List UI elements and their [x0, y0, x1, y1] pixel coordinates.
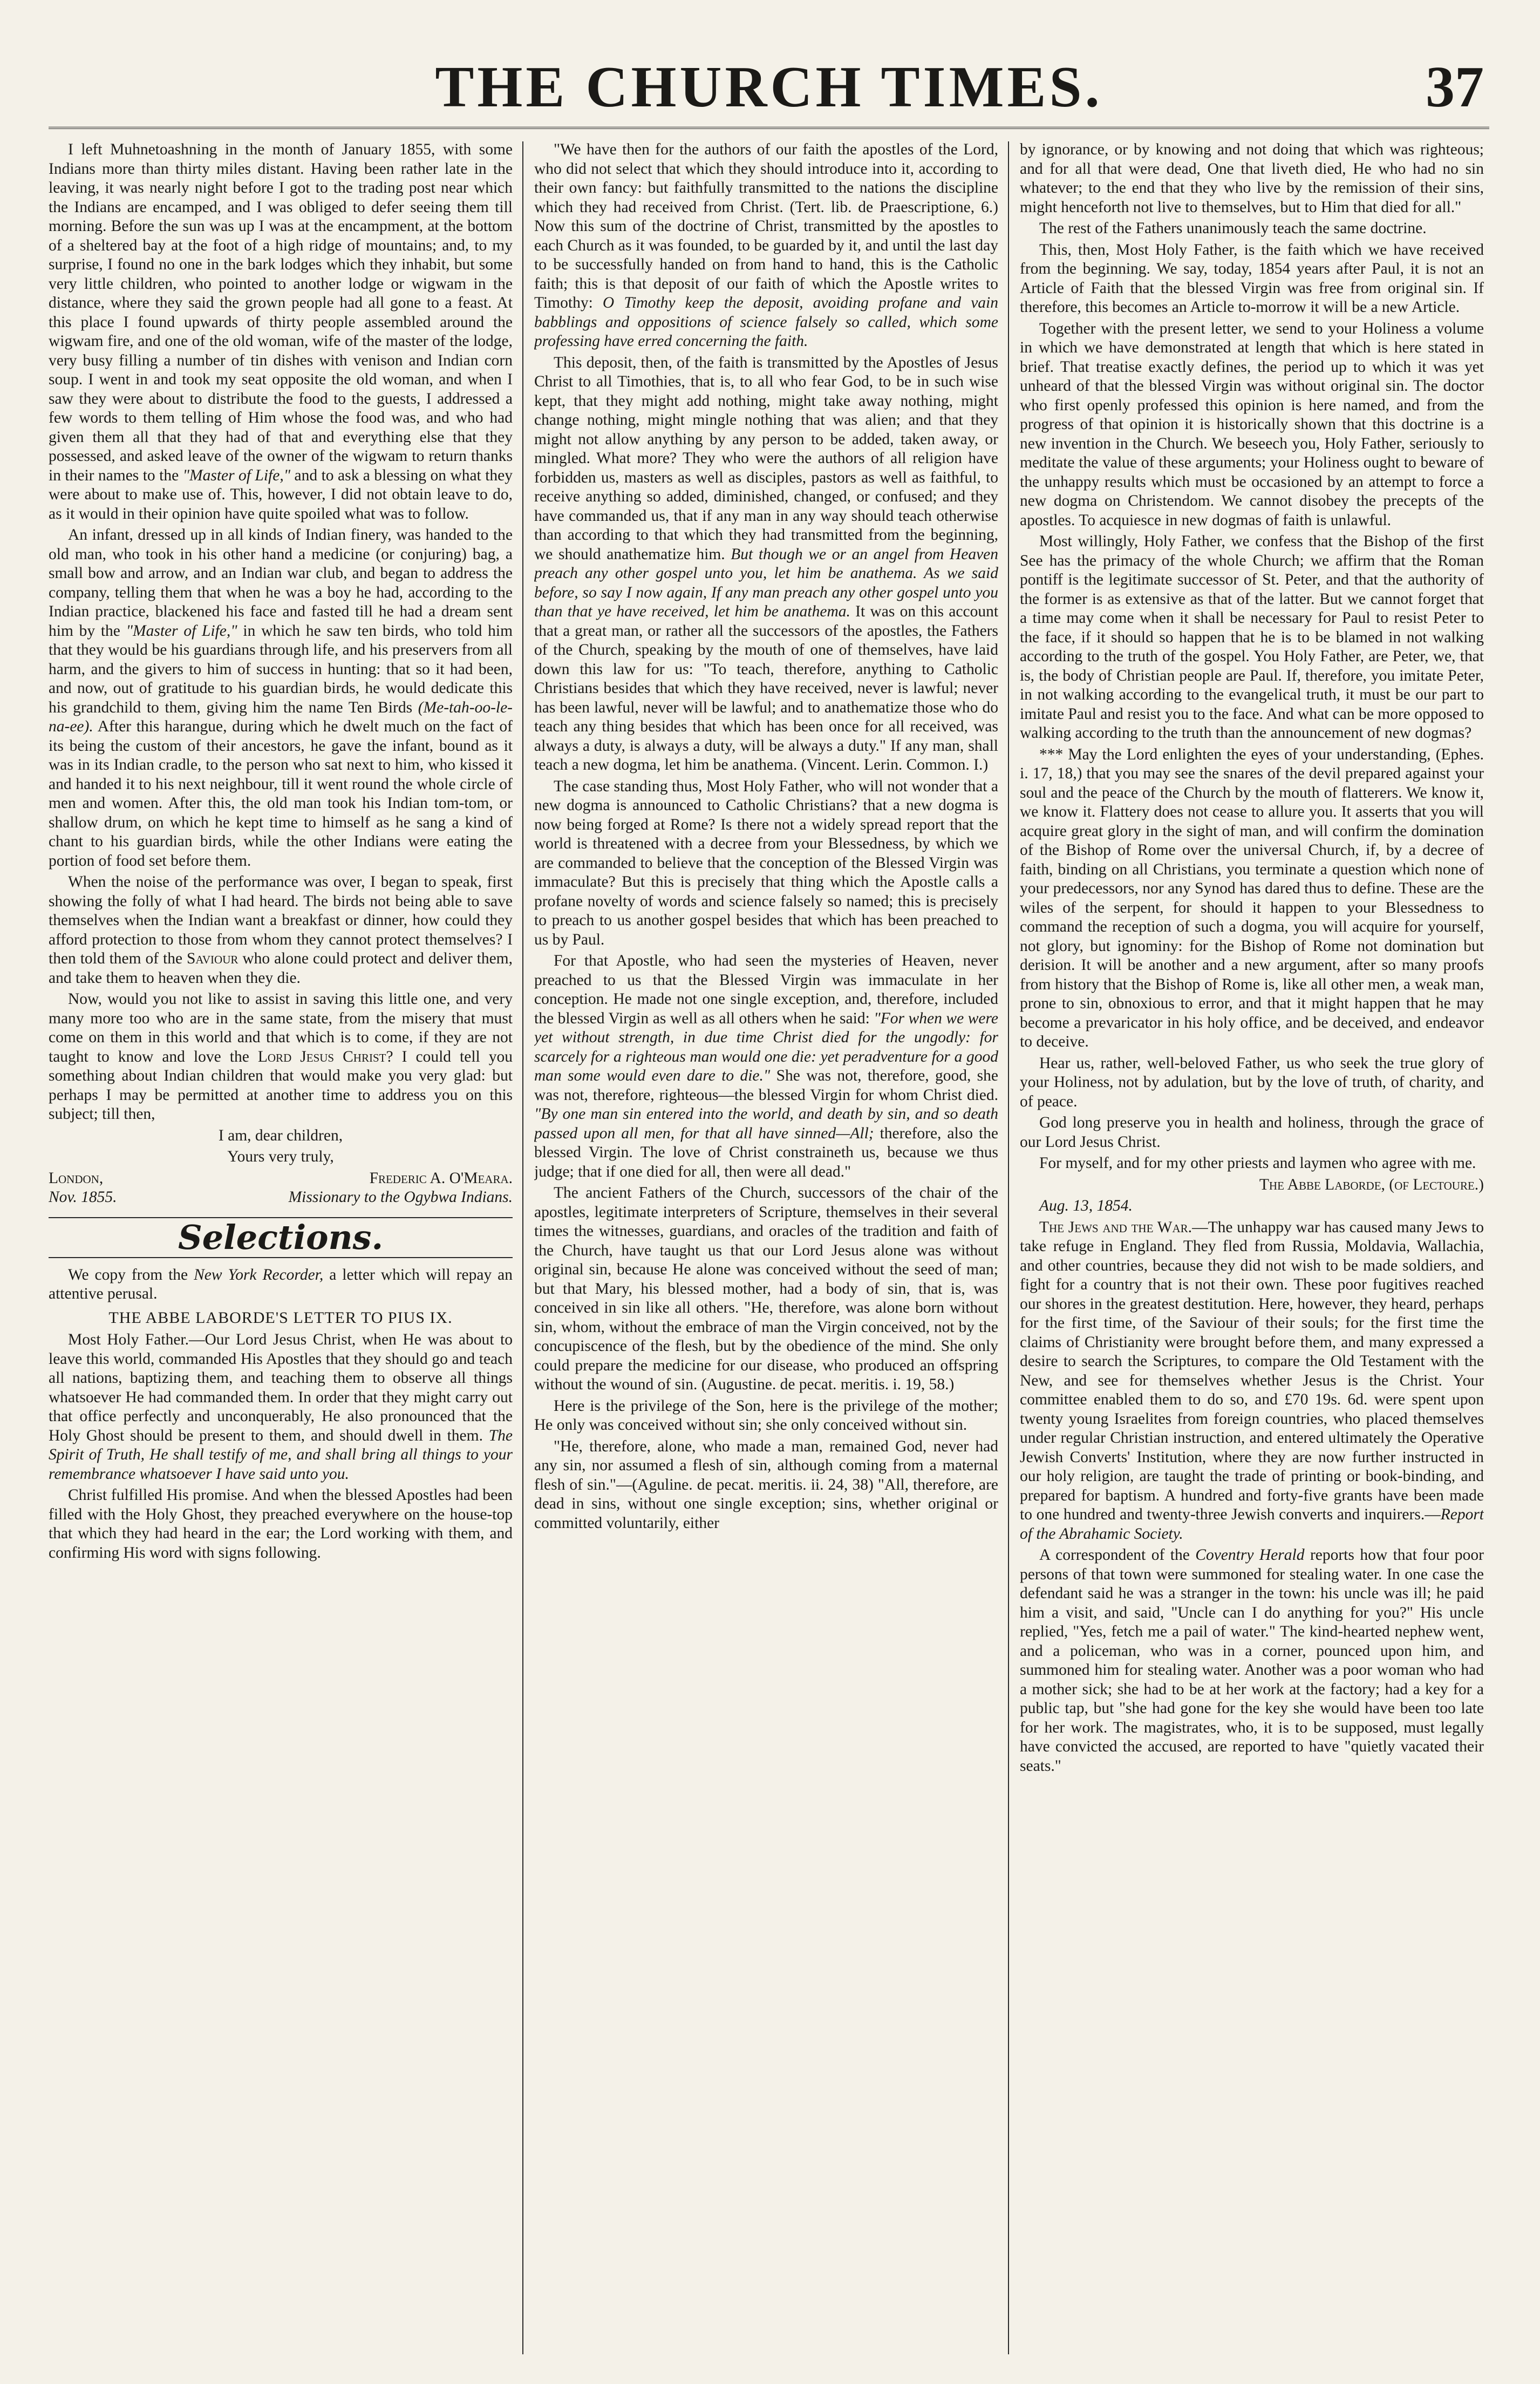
- article-paragraph: The rest of the Fathers unanimously teach the same doctrine.: [1039, 220, 1427, 237]
- article-title: THE ABBE LABORDE'S LETTER TO PIUS IX.: [108, 1308, 453, 1327]
- article-paragraph: This deposit, then, of the faith is transmitted by the Apostles of Jesus Christ to all Timothies, that is, to all who fear God, to be in such wise kept, that they might add nothing, might take away nothing, might change nothing, might mingle nothing that was alien; and that they might not allow anything by any person to be added, taken away, or mingled. What more? They who were the authors of all religion have forbidden us, masters as well as disciples, pastors as well as faithful, to receive anything so added, diminished, changed, or confused; and they have commanded us, that if any man in any way should teach otherwise than according to that which they had transmitted from the beginning, we should anathematize him. But though we or an angel from Heaven preach any other gospel unto you, let him be anathema. As we said before, so say I now again, If any man preach any other gospel unto you than that ye have received, let him be anathema. It was on this account that a great man, or rather all the successors of the apostles, the Fathers of the Church, speaking by the mouth of one of themselves, have laid down this law for us: "To teach, therefore, anything to Catholic Christians besides that which they have received, never is lawful; never has been lawful, never will be lawful; and to anathematize those who do teach any thing besides that which has been once for all received, was always a duty, is always a duty, will be always a duty." If any man, shall teach a new dogma, let him be anathema. (Vincent. Lerin. Common. I.): [534, 354, 998, 773]
- news-item: A correspondent of the Coventry Herald reports how that four poor persons of that town were summoned for stealing water. In one case the defendant said he was a stranger in the town: his uncle was ill; he paid him a visit, and said, "Uncle can I do anything for you?" His uncle replied, "Yes, fetch me a pail of water." The kind-hearted nephew went, and a policeman, who was in a corner, pounced upon him, and summoned him for stealing water. Another was a poor woman who had a mother sick; she had to be at her work at the factory; had a key for a public tap, but "she had gone for the key she would have been too late for her work. The magistrates, who, it is to be supposed, must legally have convicted the accused, are reported to have "quietly vacated their seats.": [1020, 1546, 1484, 1775]
- column-rule-1: [522, 141, 523, 2354]
- article-paragraph: God long preserve you in health and holiness, through the grace of our Lord Jesus Christ.: [1020, 1114, 1484, 1151]
- article-paragraph: This, then, Most Holy Father, is the faith which we have received from the beginning. We say, today, 1854 years after Paul, it is not an Article of Faith that the blessed Virgin was free from original sin. If therefore, this becomes an Article to-morrow it will be a new Article.: [1020, 241, 1484, 316]
- article-signature: The Abbe Laborde, (of Lectoure.): [1259, 1176, 1484, 1193]
- letter-signature-detail: Nov. 1855. Missionary to the Ogybwa Indians.: [49, 1188, 513, 1206]
- page-number: 37: [1426, 55, 1484, 119]
- masthead: [49, 32, 1489, 129]
- article-paragraph: Christ fulfilled His promise. And when the blessed Apostles had been filled with the Holy Ghost, they preached everywhere on the house-top that which they had heard in the ear; the Lord working with them, and confirming His word with signs following.: [49, 1486, 513, 1561]
- article-paragraph: by ignorance, or by knowing and not doing that which was righteous; and for all that were dead, One that liveth died, He who had no sin whatever; to the end that they who live by the remission of their sins, might henceforth not live to themselves, but to Him that died for all.": [1020, 141, 1484, 216]
- article-paragraph: For myself, and for my other priests and laymen who agree with me.: [1039, 1154, 1476, 1172]
- letter-paragraph: When the noise of the performance was over, I began to speak, first showing the folly of what I had heard. The birds not being able to save themselves when the Indian want a breakfast or dinner, how could they afford protection to those from whom they cannot protect themselves? I then told them of the Saviour who alone could protect and deliver them, and take them to heaven when they die.: [49, 873, 513, 987]
- article-date: Aug. 13, 1854.: [1039, 1197, 1133, 1214]
- article-paragraph: Most Holy Father.—Our Lord Jesus Christ, when He was about to leave this world, commanded His Apostles that they should go and teach all nations, baptizing them, and teaching them to observe all things whatsoever He had commanded them. In order that they might carry out that office perfectly and unconquerably, He also pronounced that the Holy Ghost should be present to them, and should dwell in them. The Spirit of Truth, He shall testify of me, and shall bring all things to your remembrance whatsoever I have said unto you.: [49, 1331, 513, 1483]
- letter-paragraph: I left Muhnetoashning in the month of January 1855, with some Indians more than thirty miles distant. Having been rather late in the leaving, it was nearly night before I got to the trading post near which the Indians are encamped, and I was obliged to defer seeing them till morning. Before the sun was up I was at the encampment, at the bottom of a sheltered bay at the foot of a high ridge of mountains; and, to my surprise, I found no one in the bark lodges which they inhabit, but some very little children, who pointed to another lodge or wigwam in the distance, where they said the grown people had all gone to a feast. At this place I found upwards of thirty people assembled around the wigwam fire, and one of the old woman, wife of the master of the lodge, very busy filling a number of tin dishes with venison and Indian corn soup. I went in and took my seat opposite the old woman, and when I saw they were about to distribute the food to the guests, I addressed a few words to them telling of Him whose the food was, and who had given them all that they had of that and everything else that they possessed, and asked leave of the owner of the wigwam to return thanks in their names to the "Master of Life," and to ask a blessing on what they were about to make use of. This, however, I did not obtain leave to do, as it would in their opinion have quite spoiled what was to follow.: [49, 141, 513, 522]
- article-paragraph: "We have then for the authors of our faith the apostles of the Lord, who did not select that which they should introduce into it, according to their own fancy: but faithfully transmitted to the nations the discipline which they had received from Christ. (Tert. lib. de Praescriptione, 6.) Now this sum of the doctrine of Christ, transmitted by the apostles to each Church as it was founded, to be guarded by it, and until the last day to be successfully handed on from hand to hand, this is the Catholic faith; this is that deposit of our faith of which the Apostle writes to Timothy: O Timothy keep the deposit, avoiding profane and vain babblings and oppositions of science falsely so called, which some professing have erred concerning the faith.: [534, 141, 998, 350]
- section-heading: Selections.: [49, 1217, 513, 1258]
- article-paragraph: The case standing thus, Most Holy Father, who will not wonder that a new dogma is announced to Catholic Christians? that a new dogma is now being forged at Rome? Is there not a widely spread report that the world is threatened with a decree from your Blessedness, by which we are commanded to believe that the conception of the Blessed Virgin was immaculate? But this is precisely that thing which the Apostle calls a profane novelty of words and science falsely so named; this is precisely to preach to us another gospel besides that which has been preached to us by Paul.: [534, 777, 998, 948]
- article-paragraph: Together with the present letter, we send to your Holiness a volume in which we have demonstrated at length that which is here stated in brief. That treatise exactly defines, the period up to which it was yet unheard of that the blessed Virgin was without original sin. The doctor who first openly professed this opinion is here named, and from the progress of that opinion it is historically shown that this doctrine is a new invention in the Church. We beseech you, Holy Father, seriously to meditate the value of these arguments; your Holiness ought to beware of the unhappy results which must be occasioned by an attempt to force a new dogma on Christendom. We cannot disobey the precepts of the apostles. To acquiesce in new dogmas of faith is unlawful.: [1020, 320, 1484, 529]
- newspaper-title: THE CHURCH TIMES.: [435, 55, 1103, 119]
- article-paragraph: The ancient Fathers of the Church, successors of the chair of the apostles, legitimate interpreters of Scripture, themselves in their several times the witnesses, guardians, and oracles of the tradition and faith of the Church, have taught us that our Lord Jesus alone was without original sin, because He alone was conceived without the seed of man; but that Mary, his blessed mother, had a body of sin, that is, was conceived in sin like all others. "He, therefore, was alone born without sin, whom, without the embrace of man the Virgin conceived, not by the concupiscence of the flesh, but by the obedience of the mind. She only could prepare the medicine for our disease, who produced an offspring without the wound of sin. (Augustine. de pecat. meritis. i. 19, 58.): [534, 1184, 998, 1393]
- column-1: [49, 140, 513, 2359]
- column-3: [1020, 140, 1484, 2359]
- article-paragraph: "He, therefore, alone, who made a man, remained God, never had any sin, nor assumed a flesh of sin, although coming from a maternal flesh of sin."—(Aguline. de pecat. meritis. ii. 24, 38) "All, therefore, are dead in sins, without one single exception; sins, whether original or committed voluntarily, either: [534, 1437, 998, 1532]
- letter-closing: I am, dear children,: [218, 1126, 343, 1144]
- intro-paragraph: We copy from the New York Recorder, a letter which will repay an attentive perusal.: [49, 1266, 513, 1302]
- letter-closing: Yours very truly,: [227, 1148, 334, 1165]
- letter-paragraph: Now, would you not like to assist in saving this little one, and very many more too who are in the same state, from the misery that must come on them in this world and that which is to come, if they are not taught to know and love the Lord Jesus Christ? I could tell you something about Indian children that would make you very glad: but perhaps I may be permitted at another time to address you on this subject; till then,: [49, 990, 513, 1123]
- article-paragraph: For that Apostle, who had seen the mysteries of Heaven, never preached to us that the Blessed Virgin was immaculate in her conception. He made not one single exception, and, therefore, included the blessed Virgin as well as all others when he said: "For when we were yet without strength, in due time Christ died for the ungodly: for scarcely for a righteous man would one die: yet peradventure for a good man some would even dare to die." She was not, therefore, good, she was not, therefore, righteous—the blessed Virgin for whom Christ died. "By one man sin entered into the world, and death by sin, and so death passed upon all men, for that all have sinned—All; therefore, also the blessed Virgin. The love of Christ constraineth us, because we thus judge; that if one died for all, then were all dead.": [534, 952, 998, 1180]
- article-paragraph: Here is the privilege of the Son, here is the privilege of the mother; He only was conceived without sin; she only conceived without sin.: [534, 1397, 998, 1434]
- news-item: The Jews and the War.—The unhappy war has caused many Jews to take refuge in England. They fled from Russia, Moldavia, Wallachia, and other countries, because they did not wish to be made soldiers, and fight for a country that is not their own. These poor fugitives reached our shores in the greatest destitution. Here, however, they heard, perhaps for the first time, of the Saviour of their souls; for the first time the claims of Christianity were brought before them, and many expressed a desire to search the Scriptures, to compare the Old Testament with the New, and see for themselves whether Jesus is the Christ. Your committee enabled them to do so, and £70 19s. 6d. were spent upon twenty young Israelites from foreign countries, who placed themselves under regular Christian instruction, and entered ultimately the Operative Jewish Converts' Institution, where they are now further instructed in our holy religion, are taught the trade of printing or book-binding, and prepared for baptism. A hundred and forty-five grants have been made to one hundred and twenty-three Jewish converts and inquirers.—Report of the Abrahamic Society.: [1020, 1218, 1484, 1543]
- letter-signature: London, Frederic A. O'Meara.: [49, 1169, 513, 1187]
- column-2: [534, 140, 998, 2359]
- article-paragraph: Hear us, rather, well-beloved Father, us who seek the true glory of your Holiness, not by adulation, but by the love of truth, of charity, and of peace.: [1020, 1054, 1484, 1110]
- article-paragraph: Most willingly, Holy Father, we confess that the Bishop of the first See has the primacy of the whole Church; we affirm that the Roman pontiff is the legitimate successor of St. Peter, and that the authority of the former is as extensive as that of the latter. But we cannot forget that a time may come when it shall be necessary for Paul to resist Peter to the face, if it should so happen that he is to be blamed in not walking according to the truth of the gospel. You Holy Father, are Peter, we, that is, the body of Christian people are Paul. If, therefore, you imitate Peter, in not walking according to the evangelical truth, it must be our part to imitate Paul and resist you to the face. And what can be more opposed to walking according to the truth than the announcement of new dogmas?: [1020, 533, 1484, 742]
- article-paragraph: *** May the Lord enlighten the eyes of your understanding, (Ephes. i. 17, 18,) that you may see the snares of the devil prepared against your soul and the peace of the Church by the mouth of flatterers. We know it, we know it. Flattery does not cease to allure you. It asserts that you will acquire great glory in the sight of man, and will confirm the domination of the Bishop of Rome over the universal Church, if, by a decree of faith, binding on all Christians, you terminate a question which none of your predecessors, nor any Synod has dared thus to define. These are the wiles of the serpent, for should it happen to your Blessedness to command the reception of such a dogma, you will acquire for yourself, not glory, but ignominy: for the Bishop of Rome not domination but derision. It will be another and a new argument, after so many proofs from history that the Bishop of Rome is, like all other men, a weak man, prone to sin, obnoxious to error, and that it might happen that he may become a prevaricator in his holy office, and be deceived, and endeavor to deceive.: [1020, 745, 1484, 1050]
- column-rule-2: [1008, 141, 1009, 2354]
- letter-paragraph: An infant, dressed up in all kinds of Indian finery, was handed to the old man, who took in his other hand a medicine (or conjuring) bag, a small bow and arrow, and an Indian war club, and began to address the company, telling them that when he was a boy he had, according to the Indian practice, blackened his face and fasted till he had a dream sent him by the "Master of Life," in which he saw ten birds, who told him that they would be his guardians through life, and his preservers from all harm, and the givers to him of success in hunting: that so it had been, and now, out of gratitude to his guardian birds, he would dedicate this his grandchild to them, giving him the name Ten Birds (Me-tah-oo-le-na-ee). After this harangue, during which he dwelt much on the fact of its being the custom of their ancestors, he gave the infant, bound as it was in its Indian cradle, to the person who sat next to him, who kissed it and handed it to his next neighbour, till it went round the whole circle of men and women. After this, the old man took his Indian tom-tom, or shallow drum, on which he kept time to himself as he sang a kind of chant to his guardian birds, while the other Indians were eating the portion of food set before them.: [49, 526, 513, 870]
